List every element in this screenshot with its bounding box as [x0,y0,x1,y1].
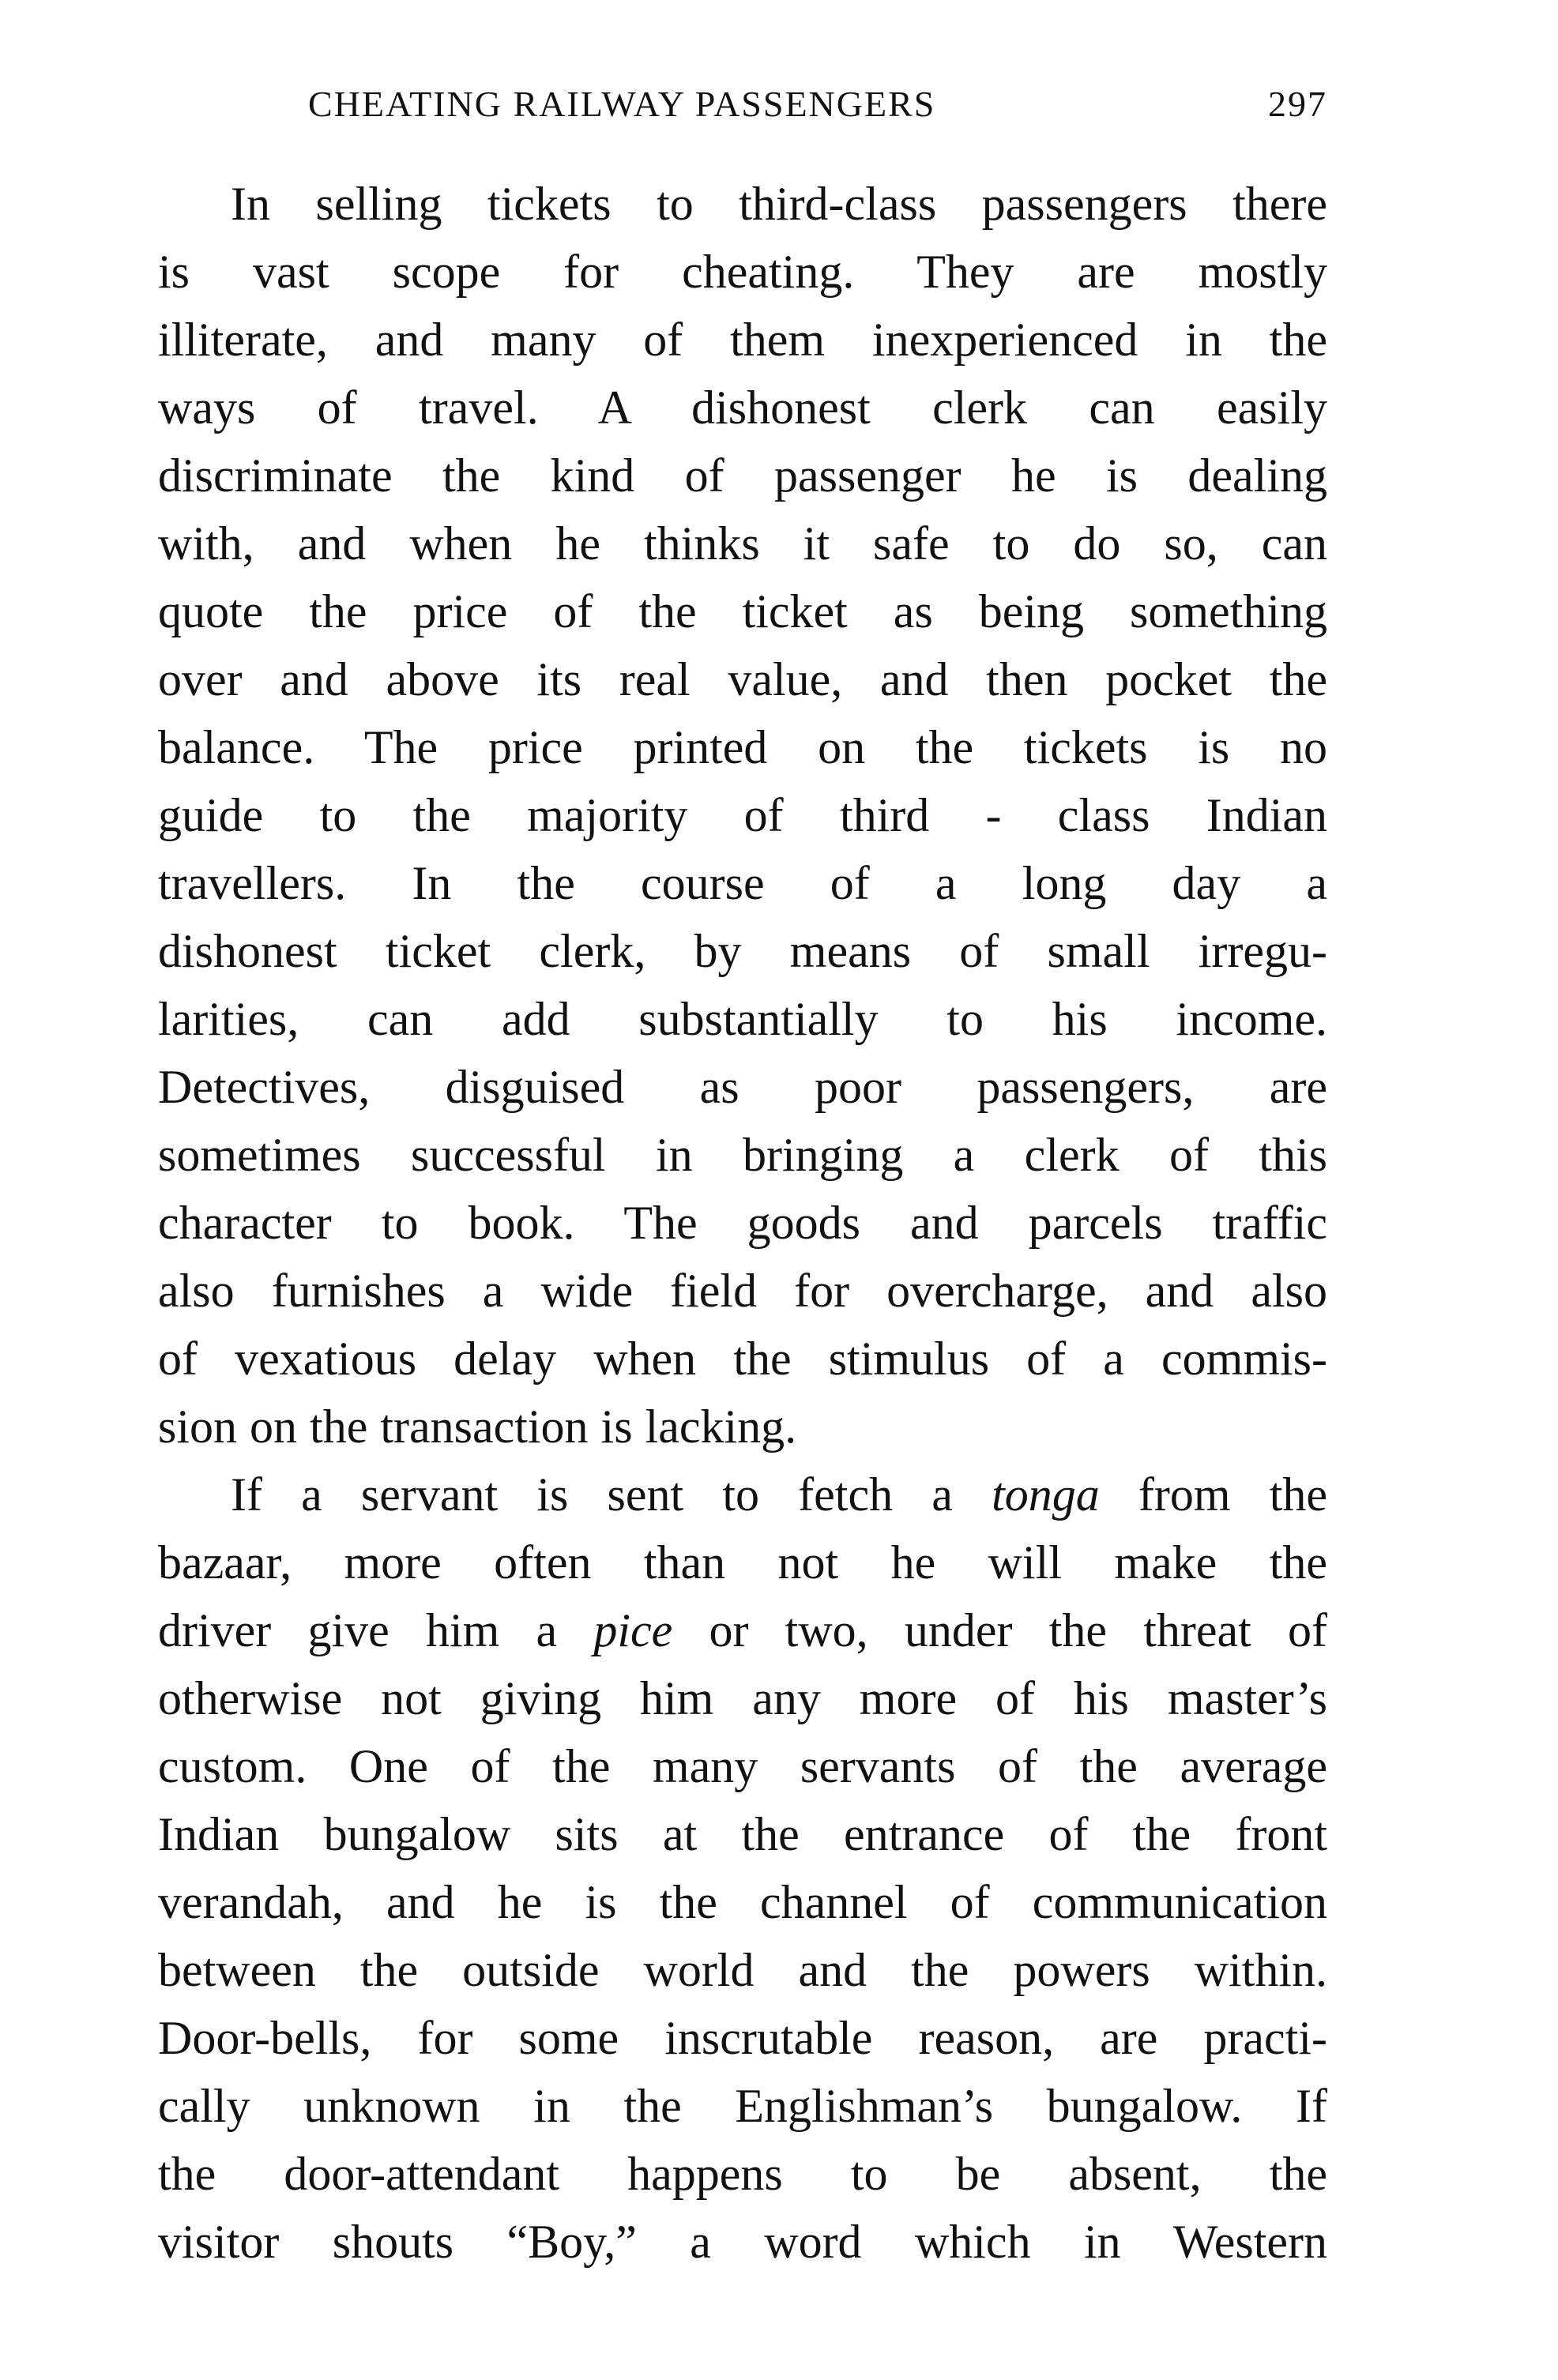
text-line: verandah, and he is the channel of communication [158,1876,1327,1928]
text-line: the door-attendant happens to be absent, the [158,2148,1327,2200]
text-segment: driver give him a [158,1604,594,1656]
text-line: Indian bungalow sits at the entrance of the front [158,1808,1327,1860]
text-line: otherwise not giving him any more of his master’s [158,1672,1327,1724]
text-line: dishonest ticket clerk, by means of small irregu- [158,925,1327,977]
page-number: 297 [1268,84,1327,124]
text-line: ways of travel. A dishonest clerk can easily [158,382,1327,434]
text-line: balance. The price printed on the tickets is no [158,721,1327,773]
text-line: discriminate the kind of passenger he is dealing [158,449,1327,502]
text-line: bazaar, more often than not he will make the [158,1536,1327,1589]
text-line: sometimes successful in bringing a clerk of this [158,1129,1327,1181]
running-title: CHEATING RAILWAY PASSENGERS [308,84,936,124]
text-line: Detectives, disguised as poor passengers, are [158,1061,1327,1113]
text-line: sion on the transaction is lacking. [158,1401,797,1453]
text-segment: If a servant is sent to fetch a [231,1468,992,1521]
text-line: larities, can add substantially to his income. [158,993,1327,1045]
text-line: cally unknown in the Englishman’s bungalow. If [158,2080,1327,2132]
text-line: between the outside world and the powers within. [158,1944,1327,1996]
text-line: quote the price of the ticket as being something [158,585,1327,637]
italic-word: pice [593,1604,673,1656]
running-header [158,83,1327,138]
italic-word: tonga [992,1468,1100,1521]
body-text [158,170,1327,2276]
text-line: In selling tickets to third-class passengers there [231,178,1327,230]
text-line: also furnishes a wide field for overcharge, and also [158,1265,1327,1317]
text-line: over and above its real value, and then pocket the [158,653,1327,705]
text-line: of vexatious delay when the stimulus of a commis- [158,1333,1327,1385]
text-line: Door-bells, for some inscrutable reason, are practi- [158,2012,1327,2064]
text-line: travellers. In the course of a long day a [158,857,1327,909]
text-line: illiterate, and many of them inexperienced in the [158,314,1327,366]
text-line: is vast scope for cheating. They are mostly [158,246,1327,298]
text-segment: or two, under the threat of [672,1604,1327,1656]
text-line: character to book. The goods and parcels traffic [158,1197,1327,1249]
text-segment: from the [1099,1468,1327,1521]
text-line: visitor shouts “Boy,” a word which in Western [158,2216,1327,2268]
text-line: with, and when he thinks it safe to do so, can [158,517,1327,570]
text-line [158,1596,1327,1664]
text-line: guide to the majority of third - class Indian [158,789,1327,841]
text-line: custom. One of the many servants of the average [158,1740,1327,1792]
text-line [158,1461,1327,1528]
